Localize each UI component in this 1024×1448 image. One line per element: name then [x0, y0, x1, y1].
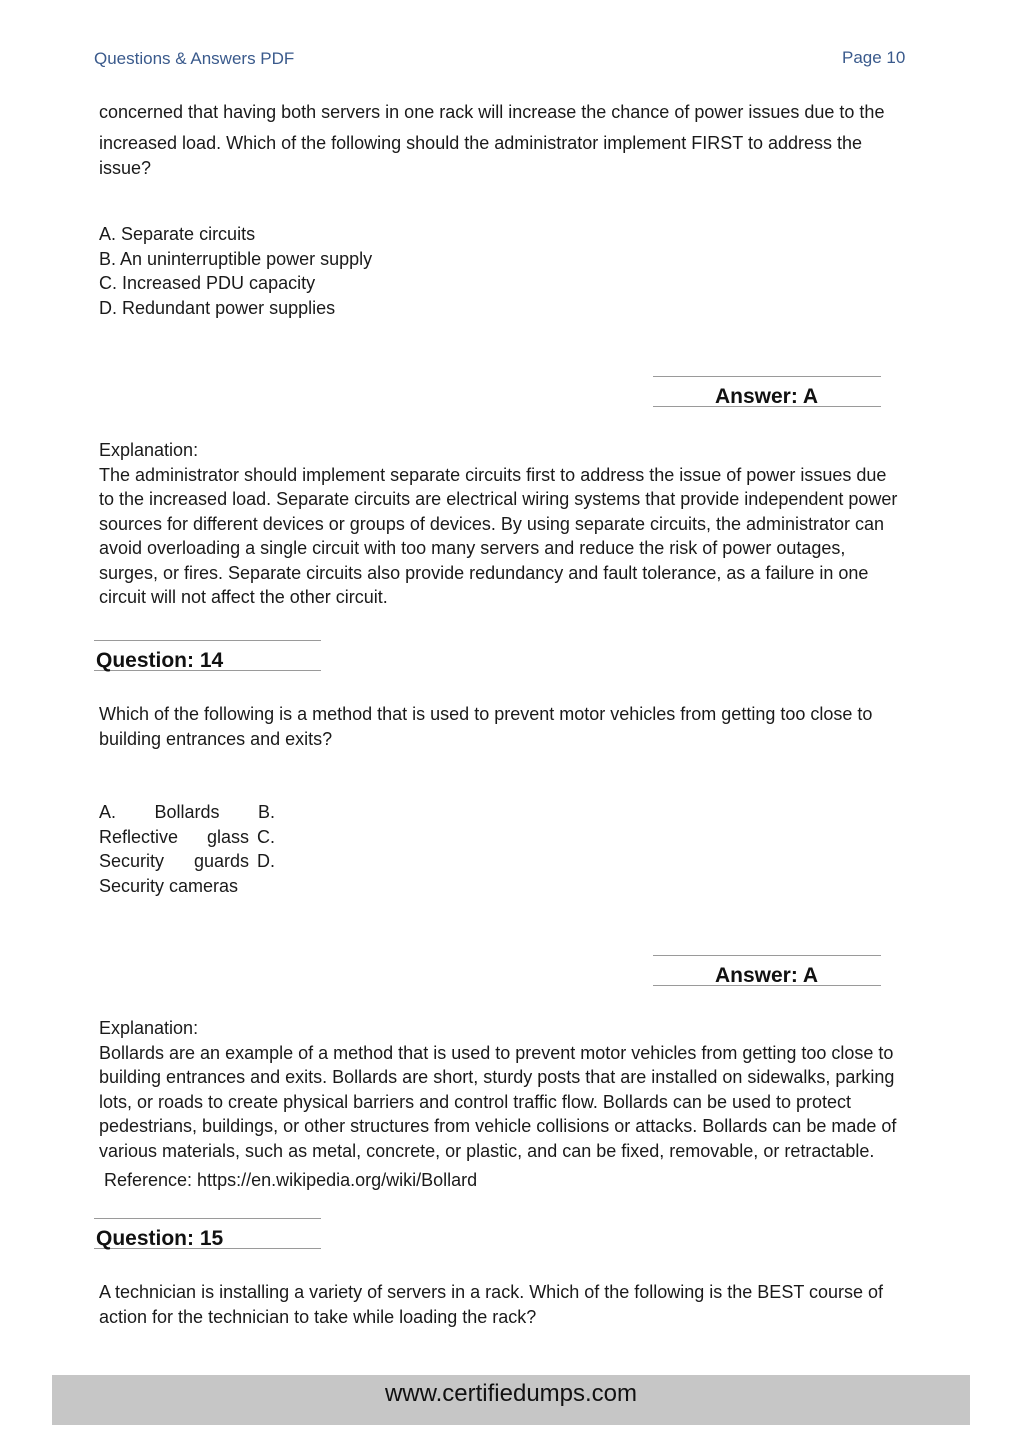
reference-link[interactable]: Reference: https://en.wikipedia.org/wiki/Bollard: [104, 1170, 478, 1190]
option-c: C. Increased PDU capacity: [99, 273, 316, 293]
header-title: Questions & Answers PDF: [94, 49, 295, 68]
explanation-line: to the increased load. Separate circuits are electrical wiring systems that provide independent power: [99, 489, 898, 509]
explanation-label: Explanation:: [99, 1018, 199, 1038]
question-line: issue?: [99, 157, 152, 178]
question-13-options: [99, 222, 372, 320]
explanation-13: [99, 438, 897, 610]
explanation-line: The administrator should implement separate circuits first to address the issue of power issues due: [99, 464, 887, 485]
answer-label: Answer: A: [715, 385, 819, 408]
explanation-line: pedestrians, buildings, or other structures from vehicle collisions or attacks. Bollards can be made of: [99, 1116, 897, 1136]
answer-label: Answer: A: [715, 964, 819, 987]
question-divider: [94, 640, 321, 641]
question-15-title: Question: 15: [96, 1227, 224, 1250]
question-line: action for the technician to take while loading the rack?: [99, 1306, 537, 1327]
explanation-line: surges, or fires. Separate circuits also provide redundancy and fault tolerance, as a failure in one: [99, 562, 869, 583]
explanation-label: Explanation:: [99, 440, 199, 460]
question-line: concerned that having both servers in one rack will increase the chance of power issues due to the: [99, 102, 885, 122]
question-14-text: [99, 702, 872, 751]
explanation-line: Bollards are an example of a method that is used to prevent motor vehicles from getting too close to: [99, 1042, 894, 1063]
explanation-14: [99, 1016, 896, 1163]
footer-bar: [52, 1375, 970, 1425]
question-13-text: [99, 100, 884, 180]
question-line: building entrances and exits?: [99, 728, 333, 749]
option-b: B. An uninterruptible power supply: [99, 248, 373, 269]
option-row: Security guards D.: [99, 851, 275, 871]
explanation-line: circuit will not affect the other circuit.: [99, 587, 388, 607]
option-a: A. Separate circuits: [99, 224, 256, 244]
question-line: A technician is installing a variety of servers in a rack. Which of the following is the BEST course of: [99, 1282, 884, 1302]
answer-divider: [653, 376, 881, 377]
question-14-options: [99, 800, 275, 898]
option-row: Reflective glass C.: [99, 826, 275, 847]
explanation-line: sources for different devices or groups of devices. By using separate circuits, the administrator can: [99, 513, 885, 534]
option-row: A. Bollards B.: [99, 802, 275, 822]
explanation-line: lots, or roads to create physical barriers and control traffic flow. Bollards can be used to protect: [99, 1091, 852, 1112]
footer-url[interactable]: www.certifiedumps.com: [384, 1380, 638, 1407]
question-divider: [94, 1218, 321, 1219]
question-line: increased load. Which of the following should the administrator implement FIRST to address the: [99, 133, 863, 153]
explanation-line: avoid overloading a single circuit with too many servers and reduce the risk of power outages,: [99, 538, 846, 558]
option-row: Security cameras: [99, 875, 239, 896]
explanation-line: building entrances and exits. Bollards are short, sturdy posts that are installed on sidewalks, parking: [99, 1067, 895, 1087]
question-line: Which of the following is a method that is used to prevent motor vehicles from getting too close to: [99, 704, 873, 724]
option-d: D. Redundant power supplies: [99, 297, 336, 318]
explanation-line: various materials, such as metal, concrete, or plastic, and can be fixed, removable, or retractable.: [99, 1140, 875, 1161]
answer-divider: [653, 955, 881, 956]
page-number: Page 10: [842, 48, 906, 67]
question-15-text: [99, 1280, 883, 1329]
question-14-title: Question: 14: [96, 649, 224, 672]
